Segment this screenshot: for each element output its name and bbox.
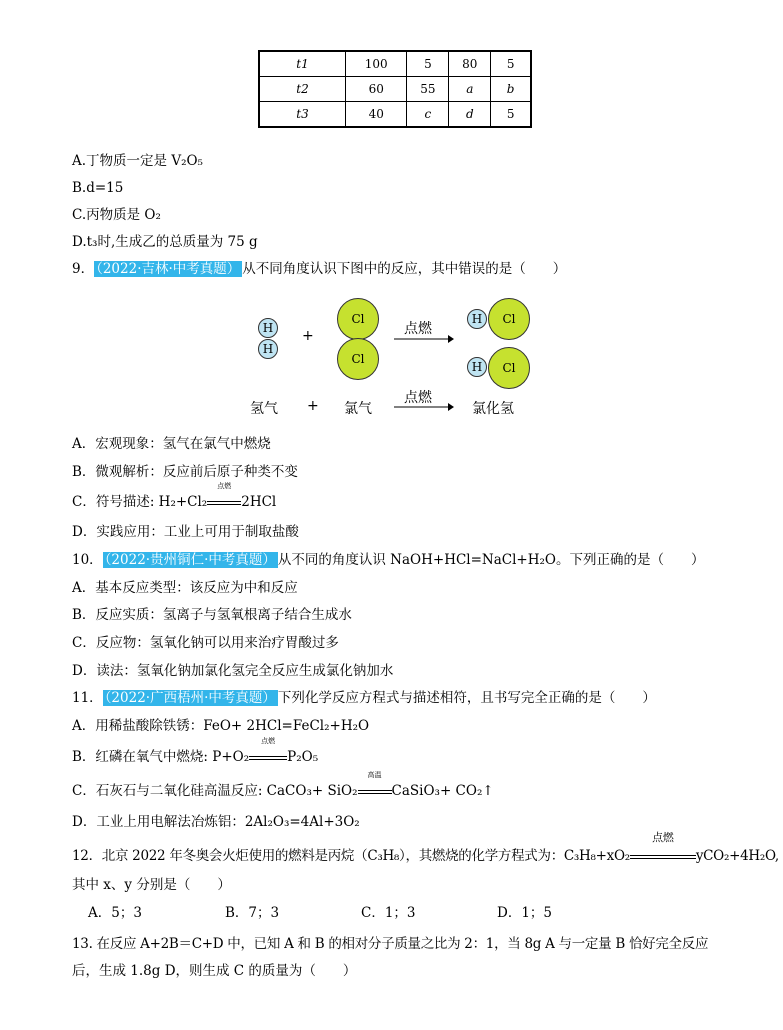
reaction-condition-label: 点燃 [404, 390, 432, 406]
table-cell: c [407, 102, 449, 128]
table-cell: a [449, 77, 491, 102]
q13-stem-line2: 后，生成 1.8g D，则生成 C 的质量为（ ） [72, 963, 357, 979]
equation-condition: 点燃 [217, 482, 232, 490]
equation-condition: 高温 [367, 771, 382, 779]
q11-option-b [72, 737, 319, 766]
word-hydrogen: 氢气 [250, 401, 278, 417]
q8-option-b: B.d=15 [72, 180, 124, 196]
table-cell: 40 [345, 102, 406, 128]
q11-c-reactants: C．石灰石与二氧化硅高温反应: CaCO₃+ SiO₂ [72, 783, 358, 799]
table-cell: 55 [407, 77, 449, 102]
q10-number: 10． [72, 552, 103, 568]
h-atom: H [467, 309, 487, 329]
q9-option-c [72, 482, 277, 511]
q11-b-products: P₂O₅ [287, 749, 319, 765]
table-cell: 100 [345, 51, 406, 77]
cl-atom: Cl [337, 298, 379, 340]
q12-stem-line1 [72, 831, 779, 865]
q9-option-a: A．宏观现象：氢气在氯气中燃烧 [72, 436, 271, 452]
table-cell: 80 [449, 51, 491, 77]
q12-option-b: B．7；3 [225, 905, 280, 921]
cl-atom: Cl [488, 298, 530, 340]
q9-option-b: B．微观解析：反应前后原子种类不变 [72, 464, 298, 480]
q9-option-d: D．实践应用：工业上可用于制取盐酸 [72, 524, 299, 540]
q11-stem-text: 下列化学反应方程式与描述相符，且书写完全正确的是（ ） [277, 690, 656, 706]
table-cell: d [449, 102, 491, 128]
q11-source-badge: （2022·广西梧州·中考真题） [104, 690, 276, 706]
table-cell: 5 [407, 51, 449, 77]
equation-sign [630, 831, 696, 865]
h-atom: H [467, 357, 487, 377]
q12-products: yCO₂+4H₂O, [695, 848, 779, 864]
q10-option-c: C．反应物：氢氧化钠可以用来治疗胃酸过多 [72, 635, 339, 651]
q9-stem-text: 从不同角度认识下图中的反应，其中错误的是（ ） [242, 261, 567, 277]
q11-option-c [72, 771, 494, 800]
q12-option-d: D．1；5 [497, 905, 553, 921]
q8-option-a: A.丁物质一定是 V₂O₅ [72, 153, 203, 169]
reaction-condition-label: 点燃 [404, 321, 432, 337]
equation-sign [207, 482, 241, 511]
q12-option-c: C．1；3 [361, 905, 416, 921]
q9-stem [72, 260, 566, 278]
h-atom: H [258, 318, 278, 338]
q12-option-a: A．5；3 [88, 905, 142, 921]
table-row [259, 51, 531, 77]
table-cell: t1 [259, 51, 345, 77]
q11-option-d: D．工业上用电解法冶炼铝：2Al₂O₃=4Al+3O₂ [72, 814, 360, 830]
table-cell: 60 [345, 77, 406, 102]
q11-number: 11． [72, 690, 103, 706]
table-row [259, 77, 531, 102]
q11-b-reactants: B．红磷在氧气中燃烧: P+O₂ [72, 749, 250, 765]
q8-option-d: D.t₃时,生成乙的总质量为 75 g [72, 234, 258, 250]
q10-option-a: A．基本反应类型：该反应为中和反应 [72, 580, 298, 596]
data-table [258, 50, 532, 128]
q8-option-c: C.丙物质是 O₂ [72, 207, 161, 223]
table-cell: 5 [491, 51, 531, 77]
plus-sign: + [307, 398, 319, 414]
q10-stem-text: 从不同的角度认识 NaOH+HCl=NaCl+H₂O。下列正确的是（ ） [277, 552, 705, 568]
table-cell: t3 [259, 102, 345, 128]
word-chlorine: 氯气 [344, 401, 372, 417]
q9-source-badge: （2022·吉林·中考真题） [96, 261, 241, 277]
table-cell: b [491, 77, 531, 102]
equation-condition: 点燃 [652, 831, 674, 844]
q11-stem [72, 689, 656, 707]
q10-stem [72, 551, 705, 569]
cl-atom: Cl [337, 338, 379, 380]
q9-number: 9． [72, 261, 95, 277]
table-row [259, 102, 531, 128]
q12-stem-line2: 其中 x、y 分别是（ ） [72, 877, 231, 893]
q10-option-d: D．读法：氢氧化钠加氯化氢完全反应生成氯化钠加水 [72, 663, 394, 679]
table-cell: t2 [259, 77, 345, 102]
plus-sign: + [302, 328, 314, 344]
q12-text: 12．北京 2022 年冬奥会火炬使用的燃料是丙烷（C₃H₈），其燃烧的化学方程式为：C₃H₈+xO₂ [72, 848, 630, 864]
reaction-arrow-icon [394, 334, 454, 344]
q13-stem-line1: 13. 在反应 A+2B＝C+D 中，已知 A 和 B 的相对分子质量之比为 2：1，当 8g A 与一定量 B 恰好完全反应 [72, 936, 709, 952]
q11-c-products: CaSiO₃+ CO₂↑ [391, 783, 494, 799]
q10-source-badge: （2022·贵州铜仁·中考真题） [104, 552, 276, 568]
equation-sign [358, 771, 392, 800]
q10-option-b: B．反应实质：氢离子与氢氧根离子结合生成水 [72, 607, 352, 623]
q9-c-reactants: C．符号描述: H₂+Cl₂ [72, 494, 208, 510]
table-cell: 5 [491, 102, 531, 128]
equation-condition: 点燃 [261, 737, 276, 745]
h-atom: H [258, 339, 278, 359]
word-hydrogen-chloride: 氯化氢 [472, 401, 514, 417]
equation-sign [249, 737, 287, 766]
cl-atom: Cl [488, 347, 530, 389]
q11-option-a: A．用稀盐酸除铁锈：FeO+ 2HCl=FeCl₂+H₂O [72, 718, 370, 734]
reaction-arrow-icon [394, 402, 454, 412]
q9-c-products: 2HCl [241, 494, 277, 510]
